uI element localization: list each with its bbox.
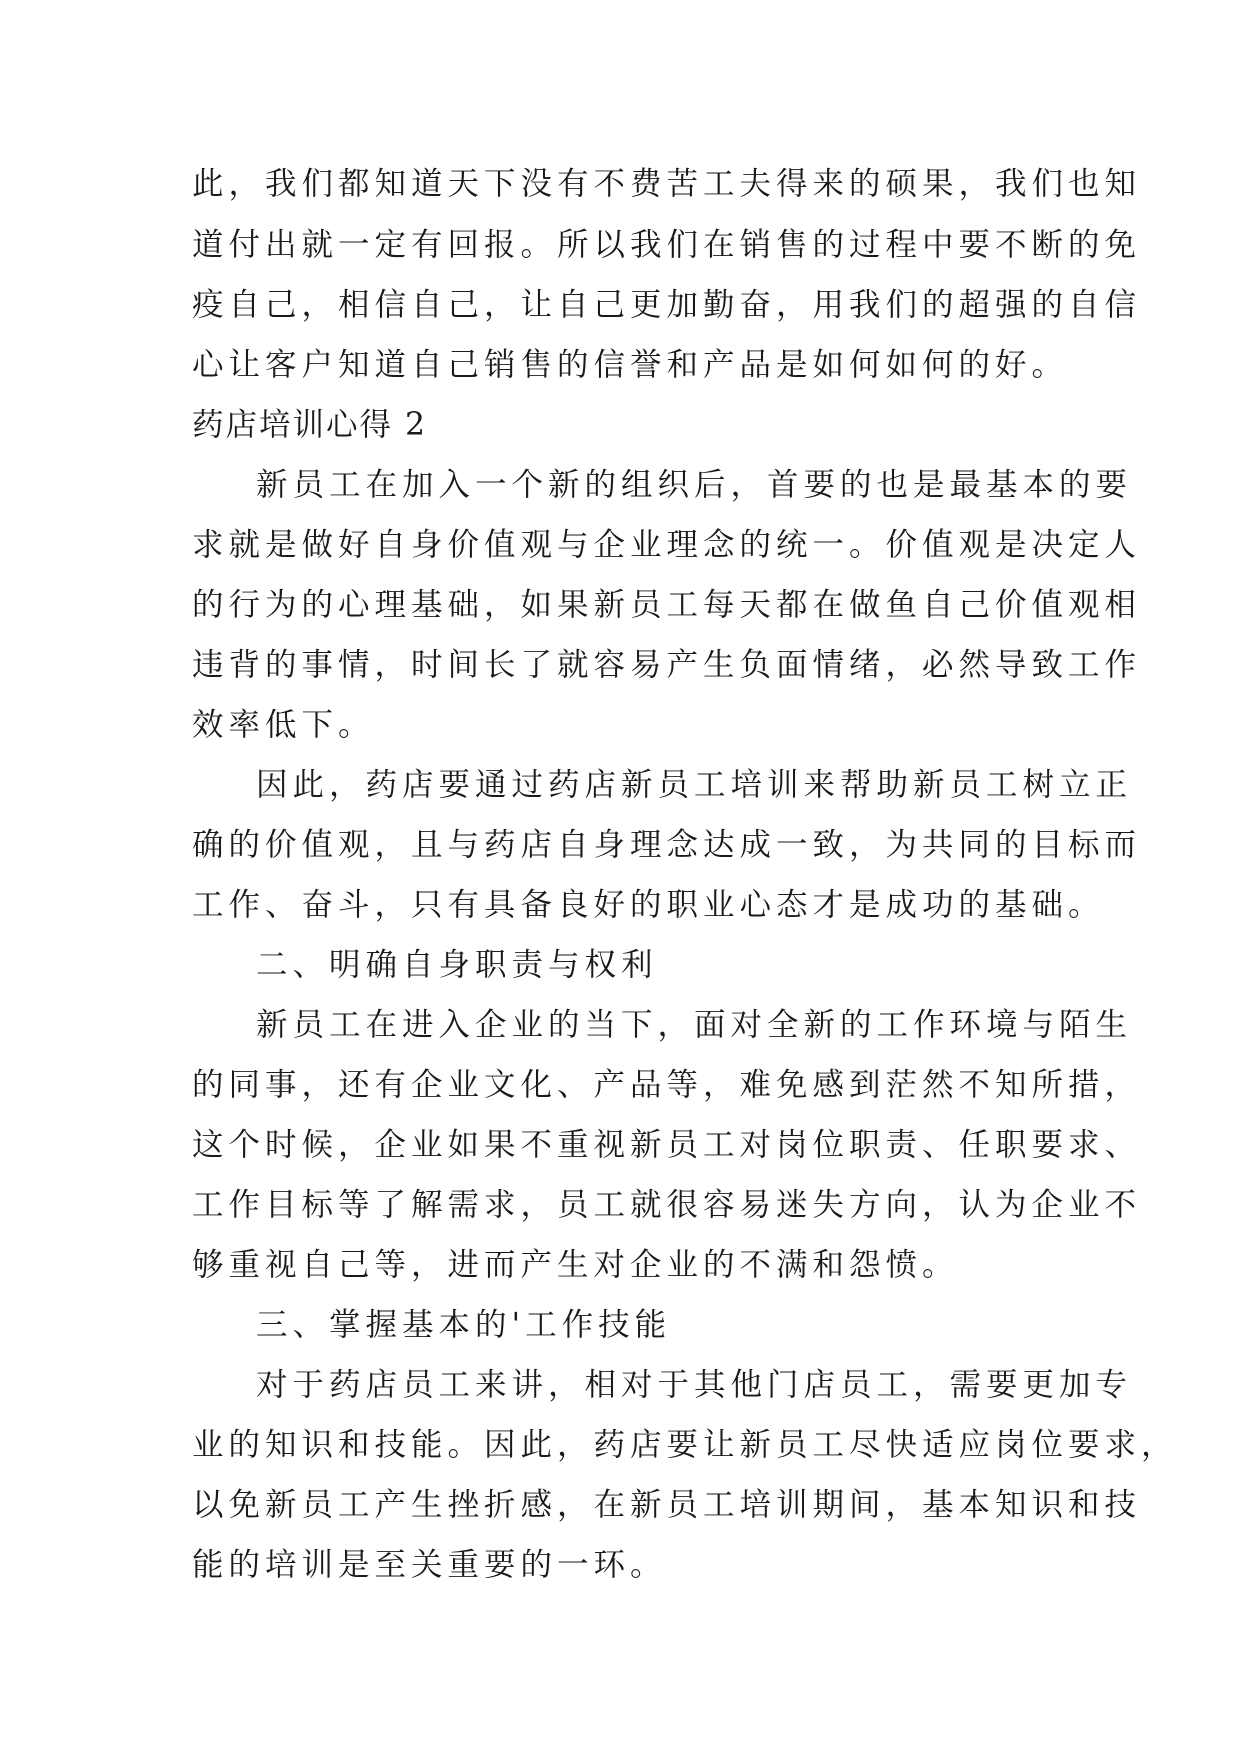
subheading: 二、明确自身职责与权利 xyxy=(256,947,658,983)
body-text-line: 疫自己，相信自己，让自己更加勤奋，用我们的超强的自信 xyxy=(192,287,1142,323)
paragraph-first-line: 对于药店员工来讲，相对于其他门店员工，需要更加专 xyxy=(256,1367,1133,1403)
body-text-line: 够重视自己等，进而产生对企业的不满和怨愤。 xyxy=(192,1247,959,1283)
body-text-line: 工作目标等了解需求，员工就很容易迷失方向，认为企业不 xyxy=(192,1187,1142,1223)
body-text-line: 工作、奋斗，只有具备良好的职业心态才是成功的基础。 xyxy=(192,887,1105,923)
body-text-line: 效率低下。 xyxy=(192,707,375,743)
body-text-line: 此，我们都知道天下没有不费苦工夫得来的硕果，我们也知 xyxy=(192,166,1142,202)
body-text-line: 求就是做好自身价值观与企业理念的统一。价值观是决定人 xyxy=(192,527,1142,563)
body-text-line: 的同事，还有企业文化、产品等，难免感到茫然不知所措， xyxy=(192,1067,1142,1103)
paragraph-first-line: 因此，药店要通过药店新员工培训来帮助新员工树立正 xyxy=(256,767,1133,803)
paragraph-first-line: 新员工在加入一个新的组织后，首要的也是最基本的要 xyxy=(256,467,1133,503)
body-text-line: 确的价值观，且与药店自身理念达成一致，为共同的目标而 xyxy=(192,827,1142,863)
body-text-line: 业的知识和技能。因此，药店要让新员工尽快适应岗位要求， xyxy=(192,1427,1178,1463)
body-text-line: 能的培训是至关重要的一环。 xyxy=(192,1547,667,1583)
body-text-line: 违背的事情，时间长了就容易产生负面情绪，必然导致工作 xyxy=(192,647,1142,683)
body-text-line: 这个时候，企业如果不重视新员工对岗位职责、任职要求、 xyxy=(192,1127,1142,1163)
body-text-line: 的行为的心理基础，如果新员工每天都在做鱼自己价值观相 xyxy=(192,587,1142,623)
section-title: 药店培训心得 2 xyxy=(192,407,428,443)
subheading: 三、掌握基本的'工作技能 xyxy=(256,1307,672,1343)
paragraph-first-line: 新员工在进入企业的当下，面对全新的工作环境与陌生 xyxy=(256,1007,1133,1043)
body-text-line: 道付出就一定有回报。所以我们在销售的过程中要不断的免 xyxy=(192,227,1142,263)
body-text-line: 心让客户知道自己销售的信誉和产品是如何如何的好。 xyxy=(192,347,1069,383)
body-text-line: 以免新员工产生挫折感，在新员工培训期间，基本知识和技 xyxy=(192,1487,1142,1523)
